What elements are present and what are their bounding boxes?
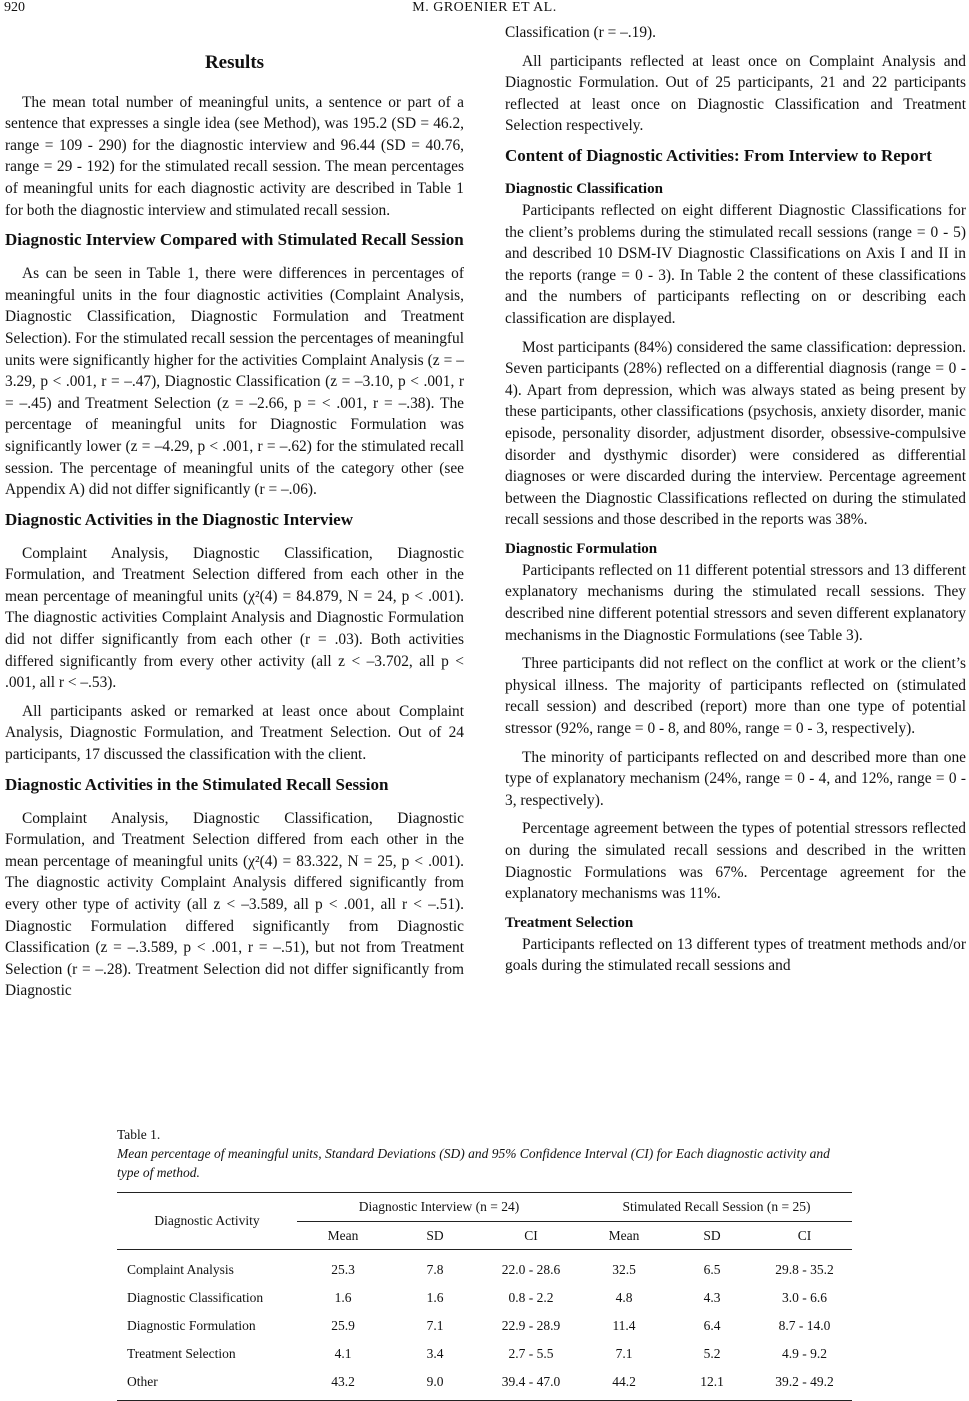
paragraph: Three participants did not reflect on the conflict at work or the client’s physical illness. The majority of participants reflected on (stimulated recall session) and described (report) more than one type of potential stressor (92%, range = 0 - 8, and 80%, range = 0 - 3, respectively). bbox=[505, 655, 966, 738]
table-cell: 4.3 bbox=[703, 1290, 721, 1305]
column-header: Mean bbox=[327, 1227, 359, 1243]
results-table bbox=[117, 1192, 852, 1401]
table-row bbox=[117, 1340, 852, 1368]
table-cell: 44.2 bbox=[612, 1374, 636, 1389]
table-label: Table 1. bbox=[117, 1127, 161, 1142]
table-cell: 1.6 bbox=[334, 1290, 352, 1305]
table-cell: 0.8 - 2.2 bbox=[508, 1290, 554, 1305]
group-header-recall: Stimulated Recall Session (n = 25) bbox=[581, 1193, 852, 1222]
table-cell: 2.7 - 5.5 bbox=[508, 1346, 554, 1361]
paragraph: All participants reflected at least once on Complaint Analysis and Diagnostic Formulation. Out of 25 participants, 21 and 22 participants reflected at least once on Diagnostic Classification and Treatment Selection respectively. bbox=[505, 52, 966, 135]
table-cell: 1.6 bbox=[426, 1290, 444, 1305]
column-header: CI bbox=[524, 1227, 538, 1243]
left-column bbox=[5, 26, 464, 1009]
table-cell: 7.8 bbox=[426, 1262, 444, 1277]
section-heading: Diagnostic Activities in the Stimulated Recall Session bbox=[5, 774, 389, 794]
table-cell: 4.9 - 9.2 bbox=[782, 1346, 827, 1361]
column-header: SD bbox=[703, 1227, 721, 1243]
subsection-heading: Diagnostic Formulation bbox=[505, 540, 658, 557]
table-cell: 9.0 bbox=[426, 1374, 444, 1389]
paragraph: Complaint Analysis, Diagnostic Classification, Diagnostic Formulation, and Treatment Selection differed from each other in the mean percentage of meaningful units (χ²(4) = 84.879, N = 24, p < .001). The diagnostic activities Complaint Analysis and Diagnostic Formulation did not differ significantly from each other (r = .03). Both activities differed significantly from every other activity (all z < –3.702, all p < .001, all r < –.53). bbox=[5, 544, 464, 692]
table-row bbox=[117, 1250, 852, 1285]
table-cell: 25.3 bbox=[331, 1262, 355, 1277]
page-number: 920 bbox=[4, 0, 25, 15]
cell-activity: Other bbox=[127, 1374, 158, 1389]
table-cell: 32.5 bbox=[612, 1262, 636, 1277]
paragraph: Participants reflected on eight different Diagnostic Classifications for the client’s problems during the stimulated recall sessions (range = 0 - 5) and described 10 DSM-IV Diagnostic Classifications on Axis I and II in the reports (range = 0 - 3). In Table 2 the content of these classifications and the numbers of participants reflecting on or describing each classification are displayed. bbox=[505, 201, 966, 327]
table-cell: 7.1 bbox=[615, 1346, 633, 1361]
table-row bbox=[117, 1284, 852, 1312]
table-cell: 3.0 - 6.6 bbox=[782, 1290, 827, 1305]
subsection-heading: Diagnostic Classification bbox=[505, 180, 663, 197]
table-cell: 6.5 bbox=[703, 1262, 721, 1277]
cell-activity: Diagnostic Formulation bbox=[127, 1318, 256, 1333]
table-row bbox=[117, 1368, 852, 1401]
table-cell: 11.4 bbox=[612, 1318, 636, 1333]
table-caption: Mean percentage of meaningful units, Standard Deviations (SD) and 95% Confidence Interval (CI) for Each diagnostic activity and type of method. bbox=[117, 1146, 830, 1180]
table-cell: 7.1 bbox=[426, 1318, 444, 1333]
section-heading: Diagnostic Activities in the Diagnostic Interview bbox=[5, 509, 353, 529]
subsection-heading: Treatment Selection bbox=[505, 914, 634, 931]
paragraph: The mean total number of meaningful units, a sentence or part of a sentence that expresses a single idea (see Method), was 195.2 (SD = 46.2, range = 109 - 290) for the diagnostic interview and 96.44 (SD = 40.76, range = 29 - 192) for the stimulated recall session. The mean percentages of meaningful units for each diagnostic activity are described in Table 1 for both the diagnostic interview and stimulated recall session. bbox=[5, 93, 464, 219]
table-cell: 22.9 - 28.9 bbox=[501, 1318, 561, 1333]
cell-activity: Complaint Analysis bbox=[127, 1262, 234, 1277]
table-cell: 25.9 bbox=[331, 1318, 355, 1333]
paragraph: Classification (r = –.19). bbox=[505, 24, 657, 41]
running-head: M. GROENIER ET AL. bbox=[412, 0, 557, 15]
paragraph: As can be seen in Table 1, there were differences in percentages of meaningful units in the four diagnostic activities (Complaint Analysis, Diagnostic Classification, Diagnostic Formulation and Treatment Selection). For the stimulated recall session the percentages of meaningful units were significantly higher for the activities Complaint Analysis (z = –3.29, p < .001, r = –.47), Diagnostic Classification (z = –3.10, p < .001, r = –.45) and Treatment Selection (z = –2.66, p = < .001, r = –.38). The percentage of meaningful units for Diagnostic Formulation was significantly lower (z = –4.29, p < .001, r = –.62) for the stimulated recall session. The percentage of meaningful units of the category other (see Appendix A) did not differ significantly (r = –.06). bbox=[5, 265, 464, 499]
section-heading: Diagnostic Interview Compared with Stimulated Recall Session bbox=[5, 230, 464, 250]
paragraph: Participants reflected on 13 different types of treatment methods and/or goals during the stimulated recall sessions and bbox=[505, 935, 966, 975]
table-cell: 43.2 bbox=[331, 1374, 355, 1389]
table-cell: 5.2 bbox=[703, 1346, 721, 1361]
table-cell: 39.2 - 49.2 bbox=[775, 1374, 834, 1389]
paragraph: Percentage agreement between the types of potential stressors reflected on during the simulated recall sessions and described in the written Diagnostic Formulations was 67%. Percentage agreement for the explanatory mechanisms was 11%. bbox=[505, 820, 966, 903]
table-cell: 29.8 - 35.2 bbox=[775, 1262, 834, 1277]
paragraph: Complaint Analysis, Diagnostic Classification, Diagnostic Formulation, and Treatment Selection differed from each other in the mean percentage of meaningful units (χ²(4) = 83.322, N = 25, p < .001). The diagnostic activity Complaint Analysis differed significantly from every other type of activity (all z < –3.589, all p < .001, all r < –.51). Diagnostic Formulation differed significantly from Diagnostic Classification (z = –.3.589, p < .001, r = –.51), but not from Treatment Selection (r = –.28). Treatment Selection did not differ significantly from Diagnostic bbox=[5, 809, 464, 1000]
paragraph: Most participants (84%) considered the same classification: depression. Seven participants (28%) reflected on a differential diagnosis (range = 0 - 4). Apart from depression, which was always stated as being present by these participants, other classifications (psychosis, anxiety disorder, manic episode, personality disorder, adjustment disorder, obsessive-compulsive disorder and dysthymic disorder) were considered as differential diagnoses or were discarded during the interview. Percentage agreement between the Diagnostic Classifications reflected on during the stimulated recall sessions and those described in the reports was 38%. bbox=[505, 338, 966, 529]
group-header-interview: Diagnostic Interview (n = 24) bbox=[297, 1193, 581, 1222]
table-cell: 4.1 bbox=[334, 1346, 352, 1361]
cell-activity: Diagnostic Classification bbox=[127, 1290, 264, 1305]
table-cell: 3.4 bbox=[426, 1346, 444, 1361]
column-header: Mean bbox=[608, 1227, 640, 1243]
column-header: CI bbox=[797, 1227, 812, 1243]
paragraph: All participants asked or remarked at least once about Complaint Analysis, Diagnostic Formulation, and Treatment Selection. Out of 24 participants, 17 discussed the classification with the client. bbox=[5, 702, 464, 764]
column-header-activity: Diagnostic Activity bbox=[117, 1193, 297, 1250]
table-1 bbox=[117, 1125, 852, 1401]
table-cell: 8.7 - 14.0 bbox=[778, 1318, 831, 1333]
table-cell: 22.0 - 28.6 bbox=[501, 1262, 561, 1277]
table-cell: 4.8 bbox=[615, 1290, 633, 1305]
table-cell: 39.4 - 47.0 bbox=[501, 1374, 561, 1389]
table-cell: 6.4 bbox=[703, 1318, 721, 1333]
column-header: SD bbox=[426, 1227, 444, 1243]
results-heading: Results bbox=[204, 52, 265, 73]
paragraph: Participants reflected on 11 different potential stressors and 13 different explanatory mechanisms during the stimulated recall sessions. They described nine different potential stressors and seven different explanatory mechanisms in the Diagnostic Formulations (see Table 3). bbox=[505, 561, 966, 644]
table-cell: 12.1 bbox=[700, 1374, 724, 1389]
cell-activity: Treatment Selection bbox=[127, 1346, 236, 1361]
right-column bbox=[505, 22, 966, 984]
table-row bbox=[117, 1312, 852, 1340]
section-heading: Content of Diagnostic Activities: From Interview to Report bbox=[505, 145, 932, 165]
paragraph: The minority of participants reflected on and described more than one type of explanatory mechanism (24%, range = 0 - 4, and 12%, range = 0 - 3, respectively). bbox=[505, 748, 966, 809]
